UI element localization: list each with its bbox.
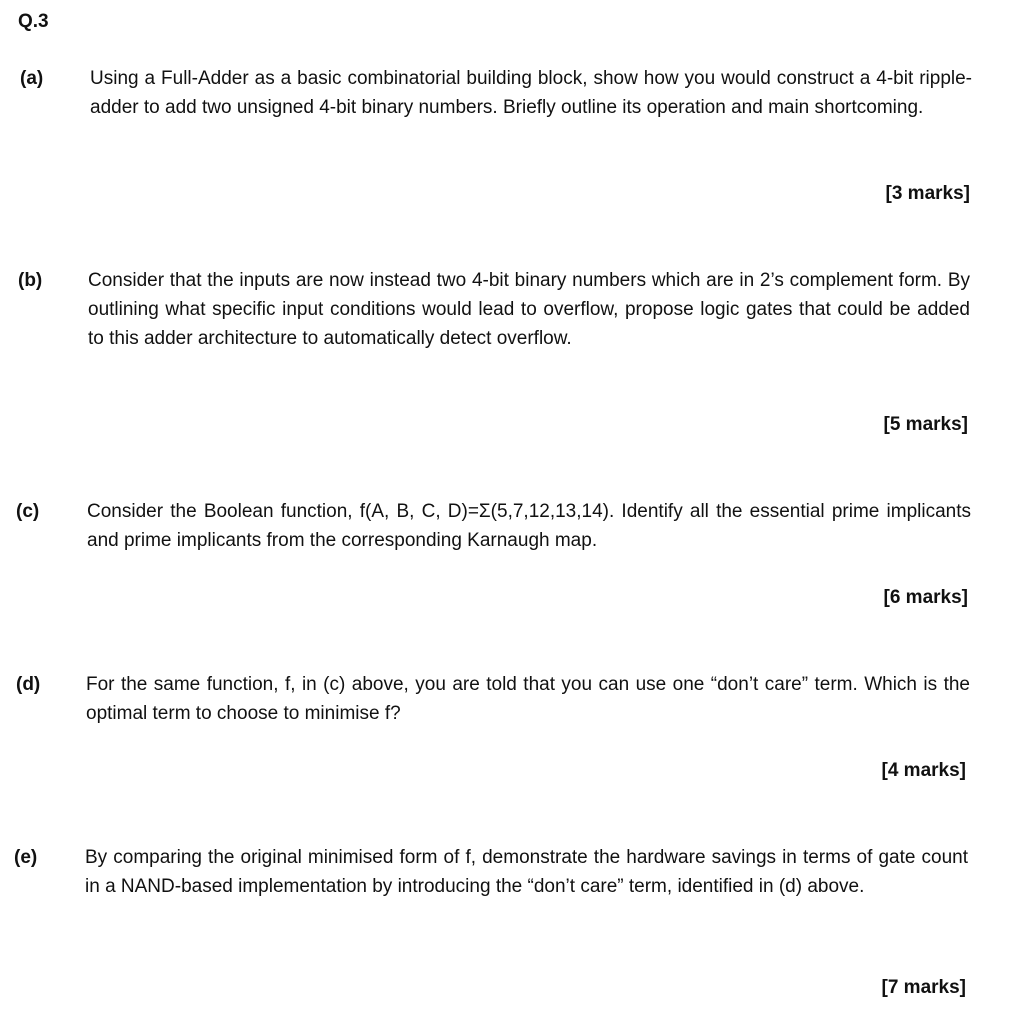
part-label: (e)	[14, 847, 38, 868]
marks-label: [6 marks]	[883, 587, 968, 608]
part-text: For the same function, f, in (c) above, you are told that you can use one “don’t care” term. Which is the optimal term to choose to minimise f?	[86, 674, 970, 724]
part-label: (b)	[18, 270, 43, 291]
part-label: (d)	[16, 674, 41, 695]
part-text: Consider the Boolean function, f(A, B, C, D)=Σ(5,7,12,13,14). Identify all the essential prime implicants and prime implicants from the corresponding Karnaugh map.	[87, 501, 971, 551]
part-text: Using a Full-Adder as a basic combinatorial building block, show how you would construct a 4-bit ripple-adder to add two unsigned 4-bit binary numbers. Briefly outline its operation and main shortcoming.	[90, 68, 972, 118]
question-number: Q.3	[18, 11, 49, 32]
part-text: By comparing the original minimised form of f, demonstrate the hardware savings in terms of gate count in a NAND-based implementation by introducing the “don’t care” term, identified in (d) above.	[85, 847, 968, 897]
part-text: Consider that the inputs are now instead two 4-bit binary numbers which are in 2’s complement form. By outlining what specific input conditions would lead to overflow, propose logic gates that could be added to this adder architecture to automatically detect overflow.	[88, 270, 970, 349]
marks-label: [5 marks]	[883, 414, 968, 435]
marks-label: [7 marks]	[881, 977, 966, 998]
part-label: (a)	[20, 68, 44, 89]
part-label: (c)	[16, 501, 40, 522]
marks-label: [4 marks]	[881, 760, 966, 781]
marks-label: [3 marks]	[885, 183, 970, 204]
